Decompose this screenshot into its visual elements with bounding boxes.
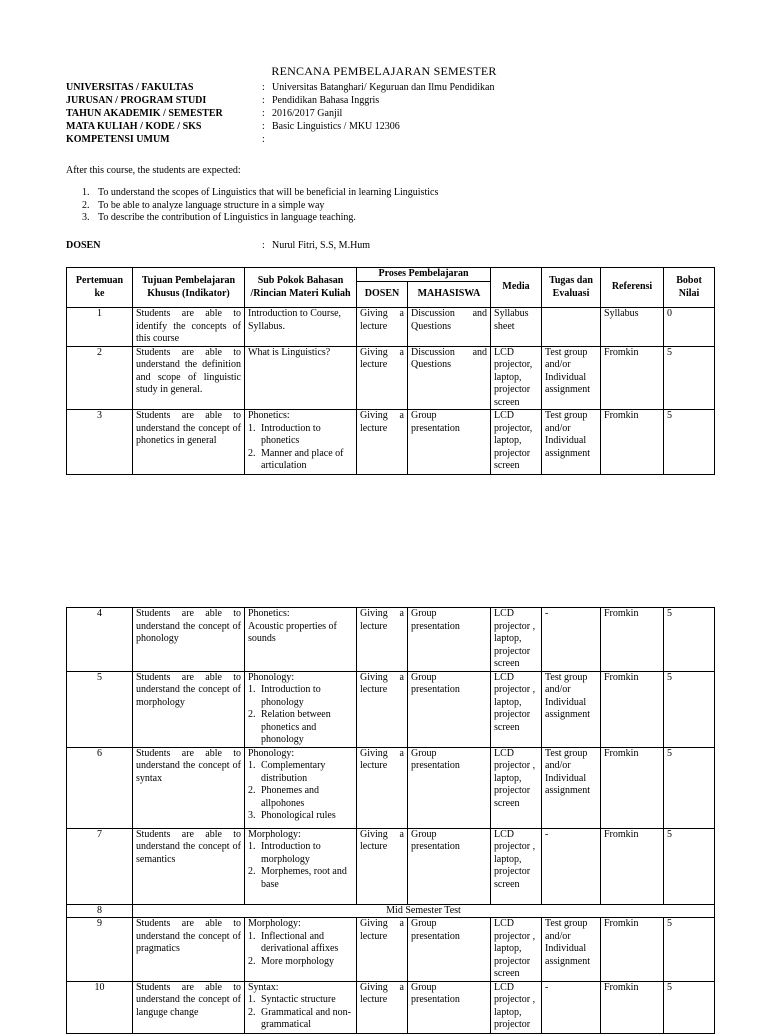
meeting-number: 7 [67, 828, 133, 904]
subtopic-text: Phonemes and allpohones [261, 785, 320, 809]
list-item [248, 448, 353, 473]
meeting-number: 5 [67, 671, 133, 747]
meta-row-university [66, 82, 494, 95]
subtopic-title: Introduction to Course, Syllabus. [248, 308, 342, 332]
subtopic-detail: Acoustic properties of sounds [248, 620, 337, 644]
subtopic-number: 2. [248, 709, 256, 720]
objective-number: 1. [82, 187, 90, 198]
table-row [67, 918, 715, 982]
learning-objective: Students are able to understand the concept of morphology [133, 671, 245, 747]
media-cell: LCD projector, laptop, projector screen [491, 346, 542, 410]
list-item [248, 810, 353, 823]
subtopic-number: 3. [248, 810, 256, 821]
subtopic-list [248, 994, 353, 1032]
meta-label: MATA KULIAH / KODE / SKS [66, 121, 202, 132]
student-activity: Group presentation [408, 981, 491, 1033]
lecturer-activity: Giving a lecture [357, 410, 408, 475]
subtopic-list [248, 931, 353, 969]
list-item [248, 785, 353, 810]
subtopic-title: Phonetics: [248, 608, 290, 619]
intro-text: After this course, the students are expected: [66, 165, 241, 176]
list-item [248, 931, 353, 956]
evaluation-cell: Test group and/or Individual assignment [542, 671, 601, 747]
list-item [248, 423, 353, 448]
lecturer-activity: Giving a lecture [357, 608, 408, 672]
student-activity: Group presentation [408, 671, 491, 747]
header-tugas: Tugas dan Evaluasi [542, 268, 601, 308]
lecturer-activity: Giving a lecture [357, 747, 408, 828]
evaluation-cell: - [542, 981, 601, 1033]
subtopic-list [248, 841, 353, 891]
subtopic-number: 1. [248, 422, 256, 434]
subtopic-number: 2. [248, 447, 256, 459]
meta-separator: : [262, 121, 265, 132]
reference-cell: Fromkin [601, 828, 664, 904]
learning-objective: Students are able to understand the concept of phonetics in general [133, 410, 245, 475]
student-activity: Group presentation [408, 608, 491, 672]
evaluation-cell: Test group and/or Individual assignment [542, 410, 601, 475]
student-activity: Discussion and Questions [408, 346, 491, 410]
header-mahasiswa: MAHASISWA [408, 282, 491, 308]
objective-text: To understand the scopes of Linguistics that will be beneficial in learning Linguistics [98, 187, 439, 198]
objective-number: 3. [82, 212, 90, 223]
lecturer-activity: Giving a lecture [357, 308, 408, 347]
list-item [248, 866, 353, 891]
learning-objective: Students are able to understand the concept of phonology [133, 608, 245, 672]
evaluation-cell: Test group and/or Individual assignment [542, 346, 601, 410]
subtopic-title: Morphology: [248, 918, 301, 929]
lecturer-activity: Giving a lecture [357, 346, 408, 410]
evaluation-cell: - [542, 828, 601, 904]
subtopic-cell [245, 828, 357, 904]
subtopic-cell [245, 308, 357, 347]
list-item [248, 709, 353, 747]
subtopic-cell [245, 981, 357, 1033]
learning-objective: Students are able to understand the definition and scope of linguistic study in general. [133, 346, 245, 410]
meta-separator: : [262, 95, 265, 106]
subtopic-title: Phonology: [248, 747, 295, 759]
list-item [82, 200, 438, 213]
subtopic-number: 2. [248, 955, 256, 967]
student-activity: Group presentation [408, 410, 491, 475]
schedule-table-page-2 [66, 607, 715, 1034]
evaluation-cell: Test group and/or Individual assignment [542, 747, 601, 828]
lecturer-activity: Giving a lecture [357, 671, 408, 747]
weight-cell: 5 [664, 346, 715, 410]
evaluation-cell [542, 308, 601, 347]
meta-separator: : [262, 108, 265, 119]
reference-cell: Fromkin [601, 747, 664, 828]
subtopic-number: 2. [248, 785, 256, 796]
objective-number: 2. [82, 199, 90, 211]
subtopic-text: Introduction to morphology [261, 841, 321, 865]
meta-value: Basic Linguistics / MKU 12306 [272, 121, 400, 132]
subtopic-title: Phonology: [248, 671, 295, 683]
list-item [248, 841, 353, 866]
reference-cell: Fromkin [601, 918, 664, 982]
subtopic-title: Phonetics: [248, 410, 290, 421]
table-row [67, 828, 715, 904]
subtopic-number: 1. [248, 684, 256, 695]
meta-label: KOMPETENSI UMUM [66, 134, 170, 145]
objective-text: To be able to analyze language structure in a simple way [98, 199, 325, 211]
reference-cell: Fromkin [601, 981, 664, 1033]
learning-objective: Students are able to understand the concept of pragmatics [133, 918, 245, 982]
meta-value: Universitas Batanghari/ Keguruan dan Ilmu Pendidikan [272, 82, 495, 93]
subtopic-text: Morphemes, root and base [261, 866, 347, 890]
meta-value: 2016/2017 Ganjil [272, 108, 343, 119]
meeting-number: 8 [67, 904, 133, 918]
lecturer-activity: Giving a lecture [357, 918, 408, 982]
weight-cell: 5 [664, 981, 715, 1033]
subtopic-cell [245, 747, 357, 828]
lecturer-activity: Giving a lecture [357, 981, 408, 1033]
learning-objective: Students are able to understand the concept of languge change [133, 981, 245, 1033]
header-dosen: DOSEN [357, 282, 408, 308]
subtopic-text: Phonological rules [261, 810, 336, 821]
list-item [248, 994, 353, 1007]
header-proses: Proses Pembelajaran [357, 268, 491, 282]
list-item [82, 187, 438, 200]
meta-label: UNIVERSITAS / FAKULTAS [66, 82, 194, 93]
lecturer-row [66, 240, 370, 253]
meeting-number: 1 [67, 308, 133, 347]
weight-cell: 5 [664, 608, 715, 672]
subtopic-number: 2. [248, 866, 256, 877]
objectives-list [82, 187, 438, 225]
meta-row-competence [66, 134, 494, 147]
media-cell: LCD projector, laptop, projector screen [491, 410, 542, 475]
subtopic-text: More morphology [261, 955, 335, 967]
learning-objective: Students are able to understand the concept of semantics [133, 828, 245, 904]
student-activity: Group presentation [408, 828, 491, 904]
weight-cell: 5 [664, 828, 715, 904]
lecturer-activity: Giving a lecture [357, 828, 408, 904]
student-activity: Group presentation [408, 918, 491, 982]
header-pertemuan: Pertemuan ke [67, 268, 133, 308]
weight-cell: 5 [664, 410, 715, 475]
subtopic-cell [245, 918, 357, 982]
header-media: Media [491, 268, 542, 308]
lecturer-name: Nurul Fitri, S.S, M.Hum [272, 240, 371, 251]
subtopic-title: Morphology: [248, 828, 301, 840]
header-referensi: Referensi [601, 268, 664, 308]
lecturer-label: DOSEN [66, 240, 101, 251]
header-bobot: Bobot Nilai [664, 268, 715, 308]
subtopic-text: Complementary distribution [261, 760, 326, 784]
subtopic-number: 1. [248, 930, 256, 942]
list-item [248, 760, 353, 785]
evaluation-cell: - [542, 608, 601, 672]
student-activity: Group presentation [408, 747, 491, 828]
reference-cell: Fromkin [601, 410, 664, 475]
meeting-number: 2 [67, 346, 133, 410]
media-cell: LCD projector , laptop, projector screen [491, 918, 542, 982]
reference-cell: Syllabus [601, 308, 664, 347]
meta-row-course [66, 121, 494, 134]
learning-objective: Students are able to identify the concepts of this course [133, 308, 245, 347]
subtopic-title: Syntax: [248, 981, 279, 993]
meeting-number: 9 [67, 918, 133, 982]
list-item [248, 1007, 353, 1032]
course-metadata [66, 82, 494, 147]
meta-separator: : [262, 82, 265, 93]
table-row [67, 308, 715, 347]
meeting-number: 4 [67, 608, 133, 672]
meta-separator: : [262, 240, 265, 251]
subtopic-cell [245, 671, 357, 747]
subtopic-number: 1. [248, 994, 256, 1005]
list-item [248, 684, 353, 709]
table-row [67, 981, 715, 1033]
subtopic-number: 1. [248, 841, 256, 852]
subtopic-number: 1. [248, 760, 256, 771]
meta-label: JURUSAN / PROGRAM STUDI [66, 95, 207, 106]
header-tujuan: Tujuan Pembelajaran Khusus (Indikator) [133, 268, 245, 308]
subtopic-cell [245, 410, 357, 475]
subtopic-cell [245, 608, 357, 672]
media-cell: LCD projector , laptop, projector screen [491, 671, 542, 747]
weight-cell: 5 [664, 918, 715, 982]
meta-row-academic-year [66, 108, 494, 121]
subtopic-cell [245, 346, 357, 410]
subtopic-text: Introduction to phonology [261, 684, 321, 708]
meta-value: Pendidikan Bahasa Inggris [272, 95, 380, 106]
media-cell: LCD projector , laptop, projector screen [491, 828, 542, 904]
table-row [67, 747, 715, 828]
reference-cell: Fromkin [601, 346, 664, 410]
schedule-table-page-1 [66, 267, 715, 475]
list-item [248, 956, 353, 969]
meeting-number: 10 [67, 981, 133, 1033]
learning-objective: Students are able to understand the concept of syntax [133, 747, 245, 828]
subtopic-list [248, 684, 353, 747]
mid-semester-row [67, 904, 715, 918]
media-cell: LCD projector , laptop, projector screen [491, 747, 542, 828]
subtopic-text: Manner and place of articulation [261, 447, 344, 471]
weight-cell: 5 [664, 671, 715, 747]
subtopic-text: Syntactic structure [261, 994, 336, 1005]
document-title: RENCANA PEMBELAJARAN SEMESTER [271, 64, 497, 78]
media-cell: LCD projector , laptop, projector [491, 981, 542, 1033]
media-cell: LCD projector , laptop, projector screen [491, 608, 542, 672]
media-cell: Syllabus sheet [491, 308, 542, 347]
header-sub-pokok: Sub Pokok Bahasan /Rincian Materi Kuliah [245, 268, 357, 308]
reference-cell: Fromkin [601, 671, 664, 747]
reference-cell: Fromkin [601, 608, 664, 672]
subtopic-title: What is Linguistics? [248, 346, 331, 358]
meeting-number: 6 [67, 747, 133, 828]
subtopic-text: Grammatical and non-grammatical [261, 1006, 351, 1030]
subtopic-text: Inflectional and derivational affixes [261, 930, 339, 954]
evaluation-cell: Test group and/or Individual assignment [542, 918, 601, 982]
meeting-number: 3 [67, 410, 133, 475]
subtopic-text: Relation between phonetics and phonology [261, 709, 331, 745]
subtopic-number: 2. [248, 1006, 256, 1018]
student-activity: Discussion and Questions [408, 308, 491, 347]
table-row [67, 346, 715, 410]
meta-row-program [66, 95, 494, 108]
subtopic-list [248, 423, 353, 473]
weight-cell: 5 [664, 747, 715, 828]
meta-label: TAHUN AKADEMIK / SEMESTER [66, 108, 223, 119]
list-item [82, 212, 438, 225]
weight-cell: 0 [664, 308, 715, 347]
meta-separator: : [262, 134, 265, 145]
mid-semester-label: Mid Semester Test [133, 904, 715, 918]
subtopic-text: Introduction to phonetics [261, 422, 321, 446]
table-row [67, 608, 715, 672]
subtopic-list [248, 760, 353, 823]
table-row [67, 410, 715, 475]
table-row [67, 671, 715, 747]
objective-text: To describe the contribution of Linguistics in language teaching. [98, 212, 356, 223]
